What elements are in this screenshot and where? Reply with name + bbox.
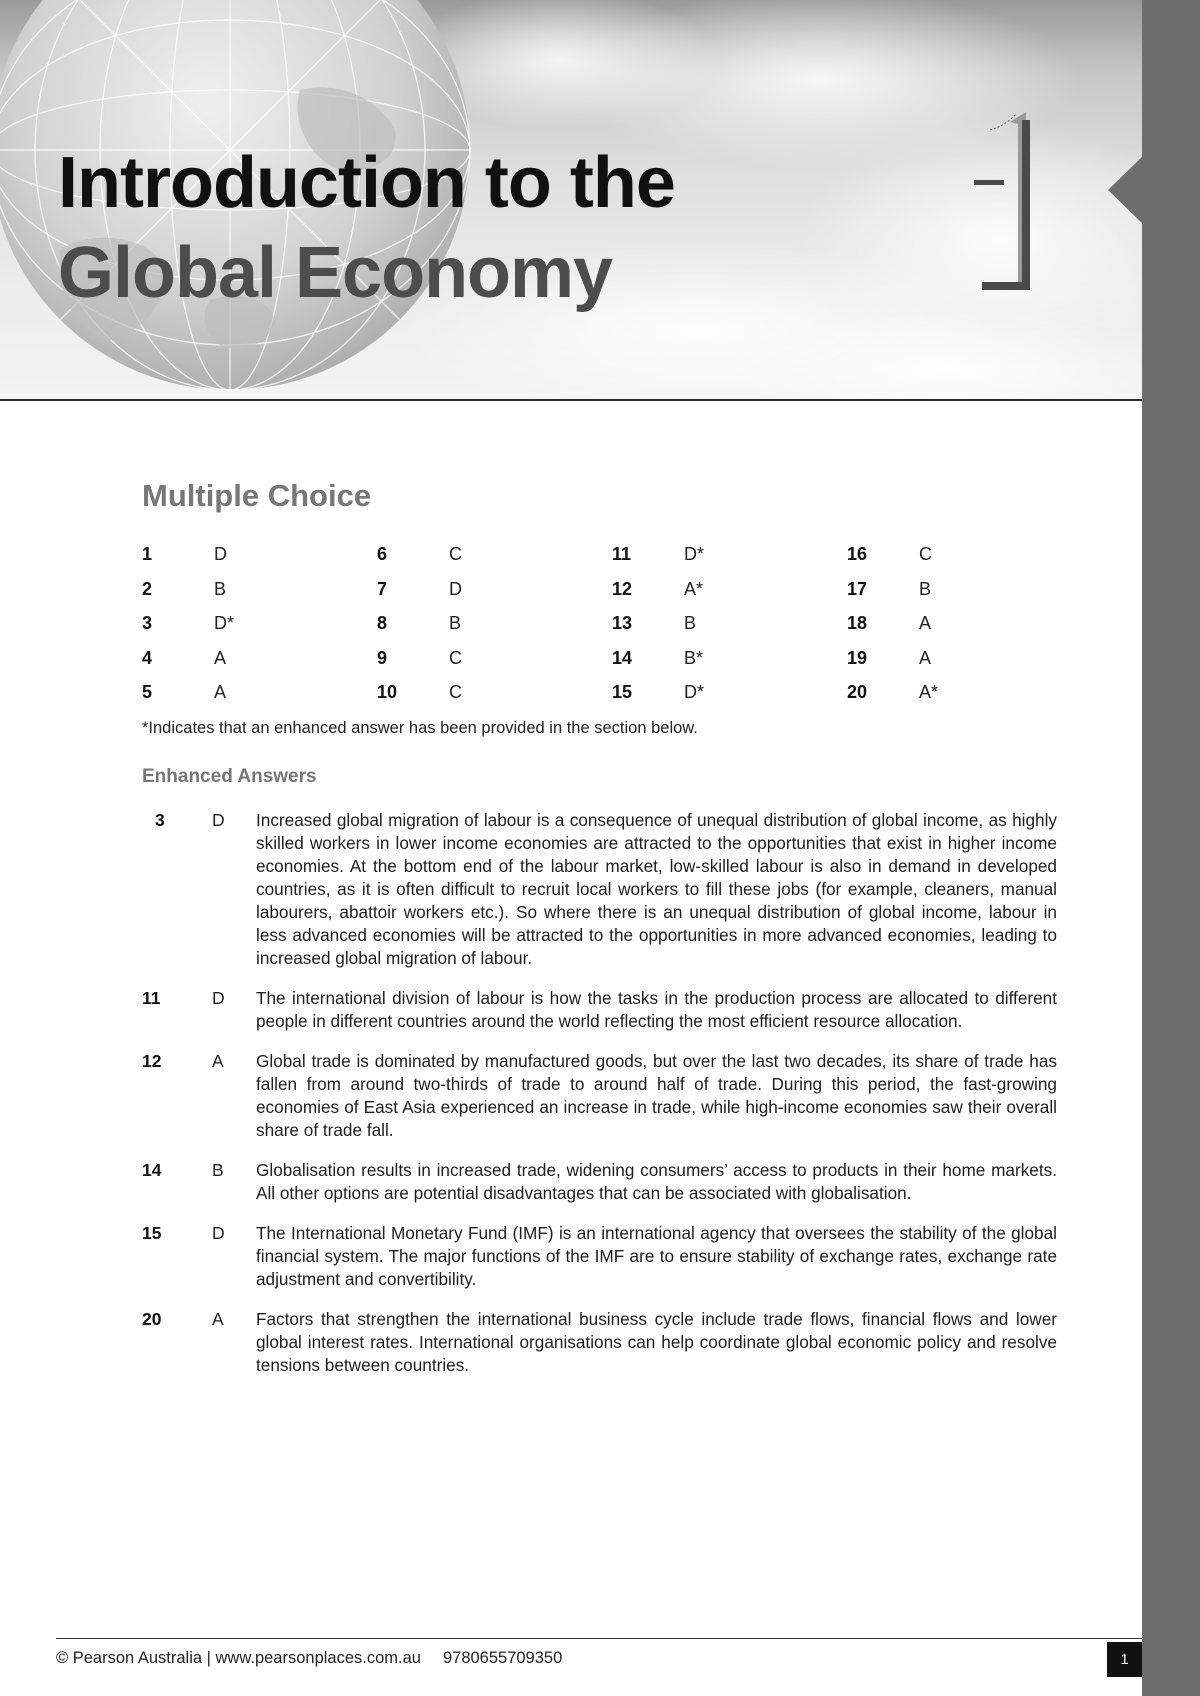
mc-answer: A	[214, 647, 227, 668]
mc-question-number: 6	[377, 544, 388, 564]
enhanced-answer-question-number: 12	[142, 1051, 162, 1071]
mc-question-number: 4	[142, 647, 153, 668]
mc-question-number: 5	[142, 682, 153, 702]
enhanced-answer-letter: A	[212, 1309, 224, 1329]
enhanced-answer-explanation: The international division of labour is how the tasks in the production process are allocated to different people in different countries around the world reflecting the most efficient resource allocation.	[256, 988, 1057, 1031]
mc-question-number: 20	[847, 682, 868, 702]
enhanced-answer-explanation: Increased global migration of labour is a consequence of unequal distribution of global income, as highly skilled workers in lower income economies are attracted to the opportunities that exist in higher income economies. At the bottom end of the labour market, low-skilled labour is also in demand in developed countries, as it is often difficult to recruit local workers to fill these jobs (for example, cleaners, manual labourers, abattoir workers etc.). So where there is an unequal distribution of global income, labour in less advanced economies will be attracted to the opportunities in more advanced economies, leading to increased global migration of labour.	[256, 810, 1057, 968]
enhanced-answer-item	[142, 987, 1057, 1033]
enhanced-answers-list	[142, 809, 1057, 1394]
chapter-title-line2: Global Economy	[58, 233, 613, 313]
chapter-title-line1: Introduction to the	[58, 143, 675, 223]
enhanced-answer-question-number: 11	[142, 988, 161, 1008]
mc-answer: A*	[684, 578, 704, 599]
footer-isbn: 9780655709350	[442, 1649, 563, 1667]
mc-question-number: 3	[142, 613, 153, 633]
mc-answer: C	[919, 544, 932, 564]
enhanced-answer-letter: D	[212, 810, 225, 830]
mc-answer: C	[449, 647, 462, 668]
mc-answer: C	[449, 682, 462, 702]
mc-question-number: 13	[612, 613, 633, 633]
mc-question-number: 10	[377, 682, 398, 702]
mc-question-number: 16	[847, 544, 868, 564]
mc-question-number: 15	[612, 682, 633, 702]
mc-question-number: 8	[377, 613, 388, 633]
mc-answer: A	[214, 682, 227, 702]
mc-answer: A	[919, 613, 932, 633]
chapter-side-bar	[1142, 0, 1200, 1696]
enhanced-answer-item	[142, 1159, 1057, 1205]
footer-copyright: © Pearson Australia | www.pearsonplaces.com.au	[56, 1649, 421, 1667]
enhanced-answer-explanation: The International Monetary Fund (IMF) is an international agency that oversees the stability of the global financial system. The major functions of the IMF are to ensure stability of exchange rates, exchange rate adjustment and convertibility.	[256, 1223, 1057, 1289]
mc-answer: D*	[214, 613, 235, 633]
mc-question-number: 18	[847, 613, 868, 633]
mc-answer: D*	[684, 682, 705, 702]
mc-question-number: 7	[377, 578, 388, 599]
enhanced-answer-item	[142, 809, 1057, 970]
enhanced-answer-question-number: 14	[142, 1160, 162, 1180]
enhanced-answer-footnote: *Indicates that an enhanced answer has been provided in the section below.	[142, 719, 698, 737]
enhanced-answers-heading: Enhanced Answers	[142, 766, 317, 787]
enhanced-answer-explanation: Factors that strengthen the international business cycle include trade flows, financial flows and lower global interest rates. International organisations can help coordinate global economic policy and resolve tensions between countries.	[256, 1309, 1057, 1375]
header-divider	[0, 399, 1142, 401]
footer-text	[56, 1649, 562, 1668]
enhanced-answer-item	[142, 1222, 1057, 1291]
mc-answer: B*	[684, 647, 704, 668]
mc-question-number: 11	[612, 544, 632, 564]
enhanced-answer-explanation: Global trade is dominated by manufactured goods, but over the last two decades, its share of trade has fallen from around two-thirds of trade to around half of trade. During this period, the fast-growing economies of East Asia experienced an increase in trade, while high-income economies saw their overall share of trade fall.	[256, 1051, 1057, 1140]
mc-question-number: 12	[612, 578, 633, 599]
mc-answer: A*	[919, 682, 939, 702]
mc-question-number: 1	[142, 544, 153, 564]
side-bar-tab-arrow	[1108, 155, 1144, 225]
page-number: 1	[1120, 1651, 1129, 1668]
enhanced-answer-letter: B	[212, 1160, 224, 1180]
mc-question-number: 2	[142, 578, 153, 599]
enhanced-answer-letter: A	[212, 1051, 224, 1071]
mc-question-number: 17	[847, 578, 868, 599]
mc-answer: B	[684, 613, 697, 633]
mc-answer: B	[449, 613, 462, 633]
enhanced-answer-question-number: 20	[142, 1309, 162, 1329]
mc-answer: B	[919, 578, 932, 599]
mc-answer: A	[919, 647, 932, 668]
footer-divider	[56, 1638, 1142, 1639]
mc-answer: D	[449, 578, 462, 599]
mc-answer: D*	[684, 544, 705, 564]
enhanced-answer-letter: D	[212, 988, 225, 1008]
mc-question-number: 9	[377, 647, 388, 668]
enhanced-answer-letter: D	[212, 1223, 225, 1243]
enhanced-answer-question-number: 3	[155, 810, 165, 830]
header-banner	[0, 0, 1142, 399]
mc-question-number: 14	[612, 647, 633, 668]
mc-answer: B	[214, 578, 227, 599]
multiple-choice-heading: Multiple Choice	[142, 478, 372, 513]
enhanced-answer-item	[142, 1050, 1057, 1142]
enhanced-answer-question-number: 15	[142, 1223, 162, 1243]
chapter-number-graphic	[960, 100, 1080, 300]
enhanced-answer-explanation: Globalisation results in increased trade, widening consumers’ access to products in their home markets. All other options are potential disadvantages that can be associated with globalisation.	[256, 1160, 1057, 1203]
multiple-choice-answer-grid	[142, 543, 999, 716]
enhanced-answer-item	[142, 1308, 1057, 1377]
mc-question-number: 19	[847, 647, 868, 668]
page-number-box	[1107, 1642, 1142, 1677]
mc-answer: D	[214, 544, 227, 564]
mc-answer: C	[449, 544, 462, 564]
